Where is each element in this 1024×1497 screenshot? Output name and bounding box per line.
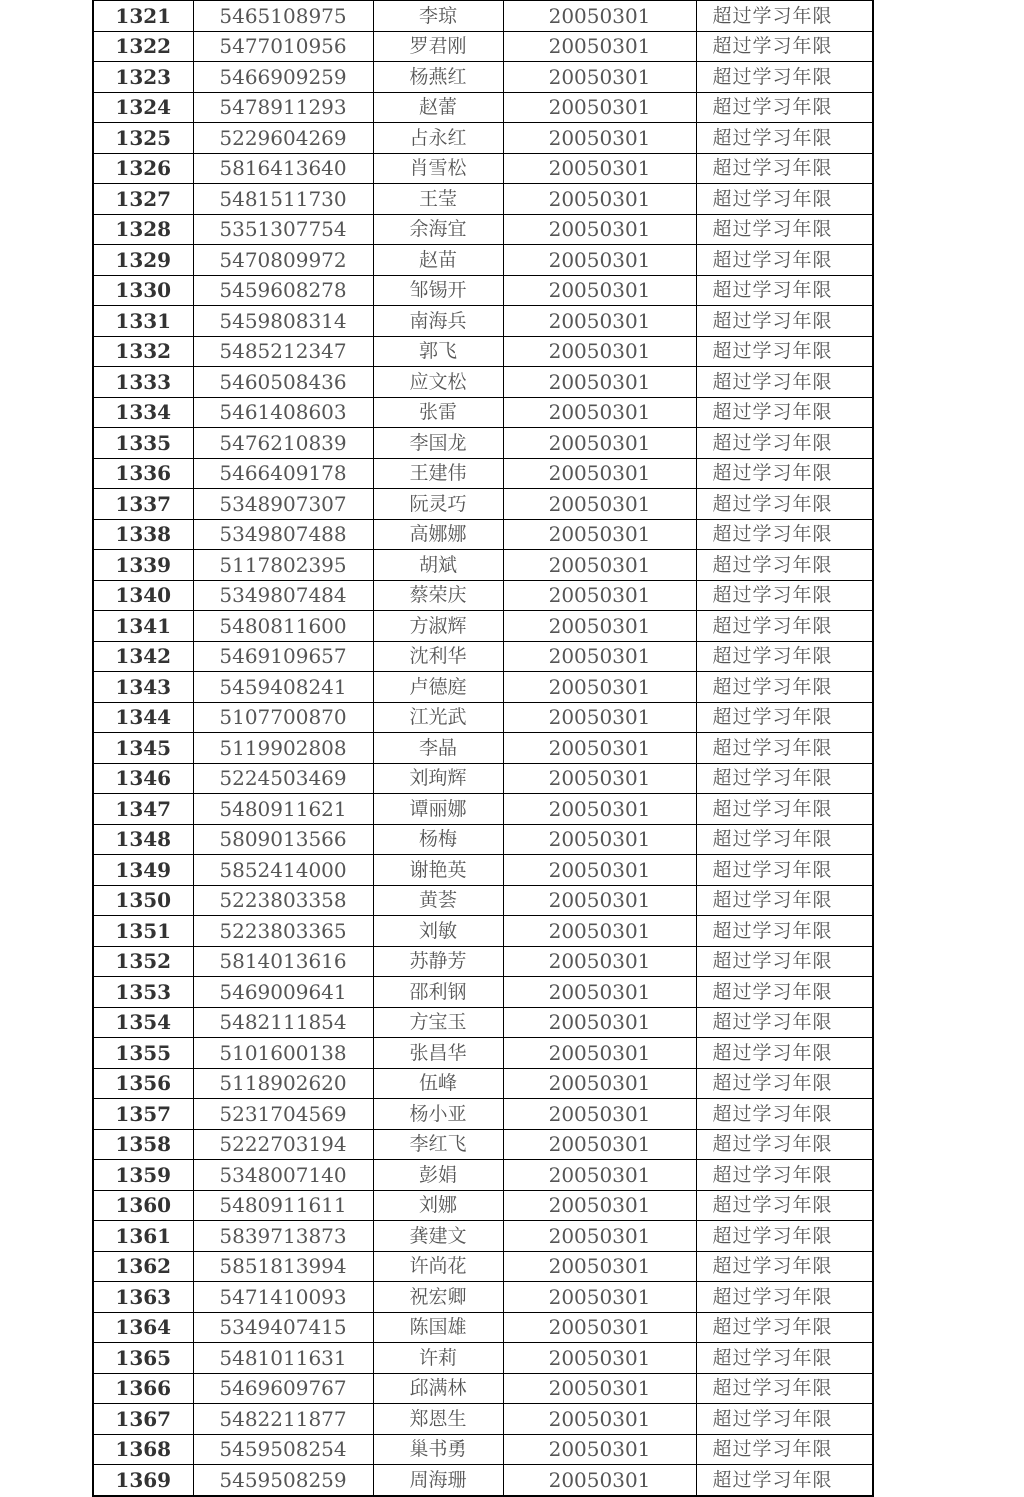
seq-cell: 1362 bbox=[93, 1251, 193, 1282]
student-id-cell: 5459408241 bbox=[193, 672, 373, 703]
date-cell: 20050301 bbox=[503, 1434, 696, 1465]
student-id-cell: 5107700870 bbox=[193, 702, 373, 733]
seq-cell: 1339 bbox=[93, 550, 193, 581]
seq-cell: 1367 bbox=[93, 1404, 193, 1435]
date-cell: 20050301 bbox=[503, 184, 696, 215]
seq-cell: 1337 bbox=[93, 489, 193, 520]
seq-cell: 1325 bbox=[93, 123, 193, 154]
table-row bbox=[93, 824, 873, 855]
table-row bbox=[93, 92, 873, 123]
student-name-cell: 李红飞 bbox=[373, 1129, 503, 1160]
reason-cell: 超过学习年限 bbox=[696, 1190, 873, 1221]
table-row bbox=[93, 1038, 873, 1069]
table-row bbox=[93, 1312, 873, 1343]
student-name-cell: 占永红 bbox=[373, 123, 503, 154]
table-row bbox=[93, 489, 873, 520]
seq-cell: 1341 bbox=[93, 611, 193, 642]
seq-cell: 1327 bbox=[93, 184, 193, 215]
student-name-cell: 江光武 bbox=[373, 702, 503, 733]
table-row bbox=[93, 428, 873, 459]
student-id-cell: 5476210839 bbox=[193, 428, 373, 459]
table-row bbox=[93, 611, 873, 642]
seq-cell: 1340 bbox=[93, 580, 193, 611]
seq-cell: 1336 bbox=[93, 458, 193, 489]
seq-cell: 1348 bbox=[93, 824, 193, 855]
reason-cell: 超过学习年限 bbox=[696, 519, 873, 550]
student-name-cell: 彭娟 bbox=[373, 1160, 503, 1191]
seq-cell: 1368 bbox=[93, 1434, 193, 1465]
date-cell: 20050301 bbox=[503, 1129, 696, 1160]
date-cell: 20050301 bbox=[503, 1160, 696, 1191]
reason-cell: 超过学习年限 bbox=[696, 1068, 873, 1099]
student-id-cell: 5351307754 bbox=[193, 214, 373, 245]
date-cell: 20050301 bbox=[503, 1099, 696, 1130]
reason-cell: 超过学习年限 bbox=[696, 1160, 873, 1191]
student-id-cell: 5839713873 bbox=[193, 1221, 373, 1252]
seq-cell: 1353 bbox=[93, 977, 193, 1008]
seq-cell: 1332 bbox=[93, 336, 193, 367]
student-id-cell: 5459608278 bbox=[193, 275, 373, 306]
student-id-cell: 5471410093 bbox=[193, 1282, 373, 1313]
seq-cell: 1345 bbox=[93, 733, 193, 764]
table-row bbox=[93, 916, 873, 947]
table-row bbox=[93, 1221, 873, 1252]
reason-cell: 超过学习年限 bbox=[696, 31, 873, 62]
table-row bbox=[93, 946, 873, 977]
reason-cell: 超过学习年限 bbox=[696, 1434, 873, 1465]
seq-cell: 1344 bbox=[93, 702, 193, 733]
student-id-cell: 5117802395 bbox=[193, 550, 373, 581]
student-name-cell: 杨小亚 bbox=[373, 1099, 503, 1130]
table-row bbox=[93, 519, 873, 550]
student-id-cell: 5485212347 bbox=[193, 336, 373, 367]
reason-cell: 超过学习年限 bbox=[696, 1404, 873, 1435]
table-row bbox=[93, 367, 873, 398]
date-cell: 20050301 bbox=[503, 1251, 696, 1282]
student-name-cell: 陈国雄 bbox=[373, 1312, 503, 1343]
student-name-cell: 蔡荣庆 bbox=[373, 580, 503, 611]
table-row bbox=[93, 1129, 873, 1160]
table-row bbox=[93, 1343, 873, 1374]
seq-cell: 1328 bbox=[93, 214, 193, 245]
date-cell: 20050301 bbox=[503, 916, 696, 947]
table-row bbox=[93, 214, 873, 245]
reason-cell: 超过学习年限 bbox=[696, 1099, 873, 1130]
date-cell: 20050301 bbox=[503, 733, 696, 764]
student-name-cell: 郑恩生 bbox=[373, 1404, 503, 1435]
student-id-cell: 5349407415 bbox=[193, 1312, 373, 1343]
date-cell: 20050301 bbox=[503, 1343, 696, 1374]
date-cell: 20050301 bbox=[503, 1282, 696, 1313]
student-name-cell: 张昌华 bbox=[373, 1038, 503, 1069]
date-cell: 20050301 bbox=[503, 1007, 696, 1038]
seq-cell: 1350 bbox=[93, 885, 193, 916]
table-row bbox=[93, 306, 873, 337]
student-name-cell: 巢书勇 bbox=[373, 1434, 503, 1465]
student-name-cell: 李晶 bbox=[373, 733, 503, 764]
seq-cell: 1334 bbox=[93, 397, 193, 428]
student-name-cell: 杨梅 bbox=[373, 824, 503, 855]
date-cell: 20050301 bbox=[503, 1038, 696, 1069]
date-cell: 20050301 bbox=[503, 428, 696, 459]
seq-cell: 1330 bbox=[93, 275, 193, 306]
student-roster-table bbox=[92, 0, 874, 1497]
student-name-cell: 南海兵 bbox=[373, 306, 503, 337]
student-id-cell: 5459508259 bbox=[193, 1465, 373, 1496]
reason-cell: 超过学习年限 bbox=[696, 184, 873, 215]
reason-cell: 超过学习年限 bbox=[696, 1282, 873, 1313]
reason-cell: 超过学习年限 bbox=[696, 1251, 873, 1282]
student-name-cell: 周海珊 bbox=[373, 1465, 503, 1496]
student-id-cell: 5470809972 bbox=[193, 245, 373, 276]
seq-cell: 1323 bbox=[93, 62, 193, 93]
date-cell: 20050301 bbox=[503, 1068, 696, 1099]
date-cell: 20050301 bbox=[503, 1373, 696, 1404]
reason-cell: 超过学习年限 bbox=[696, 1312, 873, 1343]
reason-cell: 超过学习年限 bbox=[696, 489, 873, 520]
reason-cell: 超过学习年限 bbox=[696, 672, 873, 703]
table-row bbox=[93, 733, 873, 764]
student-id-cell: 5480911611 bbox=[193, 1190, 373, 1221]
table-row bbox=[93, 458, 873, 489]
table-row bbox=[93, 794, 873, 825]
student-id-cell: 5348907307 bbox=[193, 489, 373, 520]
date-cell: 20050301 bbox=[503, 306, 696, 337]
table-row bbox=[93, 1251, 873, 1282]
date-cell: 20050301 bbox=[503, 31, 696, 62]
student-id-cell: 5459808314 bbox=[193, 306, 373, 337]
table-row bbox=[93, 184, 873, 215]
reason-cell: 超过学习年限 bbox=[696, 855, 873, 886]
student-id-cell: 5460508436 bbox=[193, 367, 373, 398]
student-name-cell: 邵利钢 bbox=[373, 977, 503, 1008]
table-row bbox=[93, 1190, 873, 1221]
student-name-cell: 苏静芳 bbox=[373, 946, 503, 977]
table-row bbox=[93, 702, 873, 733]
student-name-cell: 方宝玉 bbox=[373, 1007, 503, 1038]
reason-cell: 超过学习年限 bbox=[696, 550, 873, 581]
seq-cell: 1358 bbox=[93, 1129, 193, 1160]
student-name-cell: 刘敏 bbox=[373, 916, 503, 947]
seq-cell: 1360 bbox=[93, 1190, 193, 1221]
student-name-cell: 黄荟 bbox=[373, 885, 503, 916]
student-name-cell: 张雷 bbox=[373, 397, 503, 428]
student-name-cell: 许尚花 bbox=[373, 1251, 503, 1282]
date-cell: 20050301 bbox=[503, 641, 696, 672]
student-id-cell: 5481511730 bbox=[193, 184, 373, 215]
student-id-cell: 5459508254 bbox=[193, 1434, 373, 1465]
reason-cell: 超过学习年限 bbox=[696, 611, 873, 642]
seq-cell: 1369 bbox=[93, 1465, 193, 1496]
student-id-cell: 5480811600 bbox=[193, 611, 373, 642]
student-id-cell: 5469009641 bbox=[193, 977, 373, 1008]
student-id-cell: 5119902808 bbox=[193, 733, 373, 764]
table-row bbox=[93, 62, 873, 93]
date-cell: 20050301 bbox=[503, 489, 696, 520]
reason-cell: 超过学习年限 bbox=[696, 824, 873, 855]
seq-cell: 1346 bbox=[93, 763, 193, 794]
reason-cell: 超过学习年限 bbox=[696, 885, 873, 916]
seq-cell: 1326 bbox=[93, 153, 193, 184]
table-row bbox=[93, 641, 873, 672]
seq-cell: 1347 bbox=[93, 794, 193, 825]
student-name-cell: 方淑辉 bbox=[373, 611, 503, 642]
table-row bbox=[93, 31, 873, 62]
reason-cell: 超过学习年限 bbox=[696, 580, 873, 611]
reason-cell: 超过学习年限 bbox=[696, 214, 873, 245]
date-cell: 20050301 bbox=[503, 1190, 696, 1221]
table-row bbox=[93, 153, 873, 184]
date-cell: 20050301 bbox=[503, 977, 696, 1008]
student-id-cell: 5469609767 bbox=[193, 1373, 373, 1404]
date-cell: 20050301 bbox=[503, 611, 696, 642]
table-row bbox=[93, 1404, 873, 1435]
student-name-cell: 谢艳英 bbox=[373, 855, 503, 886]
date-cell: 20050301 bbox=[503, 763, 696, 794]
date-cell: 20050301 bbox=[503, 62, 696, 93]
student-name-cell: 赵苗 bbox=[373, 245, 503, 276]
table-row bbox=[93, 1, 873, 32]
seq-cell: 1357 bbox=[93, 1099, 193, 1130]
seq-cell: 1355 bbox=[93, 1038, 193, 1069]
student-name-cell: 赵蕾 bbox=[373, 92, 503, 123]
date-cell: 20050301 bbox=[503, 397, 696, 428]
student-id-cell: 5852414000 bbox=[193, 855, 373, 886]
reason-cell: 超过学习年限 bbox=[696, 245, 873, 276]
reason-cell: 超过学习年限 bbox=[696, 1343, 873, 1374]
table-row bbox=[93, 1160, 873, 1191]
reason-cell: 超过学习年限 bbox=[696, 458, 873, 489]
student-id-cell: 5229604269 bbox=[193, 123, 373, 154]
date-cell: 20050301 bbox=[503, 855, 696, 886]
table-row bbox=[93, 550, 873, 581]
table-row bbox=[93, 1099, 873, 1130]
reason-cell: 超过学习年限 bbox=[696, 946, 873, 977]
roster-body bbox=[93, 1, 873, 1496]
reason-cell: 超过学习年限 bbox=[696, 763, 873, 794]
student-id-cell: 5469109657 bbox=[193, 641, 373, 672]
student-name-cell: 刘珣辉 bbox=[373, 763, 503, 794]
student-id-cell: 5851813994 bbox=[193, 1251, 373, 1282]
student-id-cell: 5477010956 bbox=[193, 31, 373, 62]
reason-cell: 超过学习年限 bbox=[696, 367, 873, 398]
date-cell: 20050301 bbox=[503, 1312, 696, 1343]
student-id-cell: 5816413640 bbox=[193, 153, 373, 184]
table-row bbox=[93, 580, 873, 611]
reason-cell: 超过学习年限 bbox=[696, 275, 873, 306]
table-row bbox=[93, 336, 873, 367]
student-name-cell: 李国龙 bbox=[373, 428, 503, 459]
table-row bbox=[93, 977, 873, 1008]
student-name-cell: 胡斌 bbox=[373, 550, 503, 581]
student-name-cell: 王建伟 bbox=[373, 458, 503, 489]
student-name-cell: 邹锡开 bbox=[373, 275, 503, 306]
table-row bbox=[93, 763, 873, 794]
seq-cell: 1366 bbox=[93, 1373, 193, 1404]
table-row bbox=[93, 275, 873, 306]
student-id-cell: 5222703194 bbox=[193, 1129, 373, 1160]
student-name-cell: 谭丽娜 bbox=[373, 794, 503, 825]
student-id-cell: 5814013616 bbox=[193, 946, 373, 977]
seq-cell: 1361 bbox=[93, 1221, 193, 1252]
date-cell: 20050301 bbox=[503, 92, 696, 123]
student-id-cell: 5349807484 bbox=[193, 580, 373, 611]
table-row bbox=[93, 855, 873, 886]
table-row bbox=[93, 672, 873, 703]
student-id-cell: 5223803365 bbox=[193, 916, 373, 947]
student-name-cell: 龚建文 bbox=[373, 1221, 503, 1252]
seq-cell: 1335 bbox=[93, 428, 193, 459]
seq-cell: 1331 bbox=[93, 306, 193, 337]
reason-cell: 超过学习年限 bbox=[696, 1221, 873, 1252]
student-id-cell: 5481011631 bbox=[193, 1343, 373, 1374]
seq-cell: 1364 bbox=[93, 1312, 193, 1343]
table-row bbox=[93, 397, 873, 428]
student-name-cell: 李琼 bbox=[373, 1, 503, 32]
student-id-cell: 5480911621 bbox=[193, 794, 373, 825]
table-row bbox=[93, 1373, 873, 1404]
reason-cell: 超过学习年限 bbox=[696, 1007, 873, 1038]
student-name-cell: 许莉 bbox=[373, 1343, 503, 1374]
date-cell: 20050301 bbox=[503, 214, 696, 245]
student-id-cell: 5465108975 bbox=[193, 1, 373, 32]
date-cell: 20050301 bbox=[503, 824, 696, 855]
student-id-cell: 5231704569 bbox=[193, 1099, 373, 1130]
seq-cell: 1365 bbox=[93, 1343, 193, 1374]
student-id-cell: 5466409178 bbox=[193, 458, 373, 489]
date-cell: 20050301 bbox=[503, 458, 696, 489]
reason-cell: 超过学习年限 bbox=[696, 92, 873, 123]
seq-cell: 1349 bbox=[93, 855, 193, 886]
date-cell: 20050301 bbox=[503, 336, 696, 367]
table-row bbox=[93, 1434, 873, 1465]
reason-cell: 超过学习年限 bbox=[696, 1465, 873, 1496]
date-cell: 20050301 bbox=[503, 123, 696, 154]
student-name-cell: 邱满林 bbox=[373, 1373, 503, 1404]
table-row bbox=[93, 245, 873, 276]
seq-cell: 1321 bbox=[93, 1, 193, 32]
reason-cell: 超过学习年限 bbox=[696, 794, 873, 825]
student-name-cell: 王莹 bbox=[373, 184, 503, 215]
student-name-cell: 祝宏卿 bbox=[373, 1282, 503, 1313]
student-id-cell: 5461408603 bbox=[193, 397, 373, 428]
reason-cell: 超过学习年限 bbox=[696, 397, 873, 428]
student-id-cell: 5466909259 bbox=[193, 62, 373, 93]
date-cell: 20050301 bbox=[503, 153, 696, 184]
table-row bbox=[93, 885, 873, 916]
date-cell: 20050301 bbox=[503, 794, 696, 825]
student-name-cell: 阮灵巧 bbox=[373, 489, 503, 520]
reason-cell: 超过学习年限 bbox=[696, 153, 873, 184]
seq-cell: 1363 bbox=[93, 1282, 193, 1313]
seq-cell: 1351 bbox=[93, 916, 193, 947]
reason-cell: 超过学习年限 bbox=[696, 306, 873, 337]
reason-cell: 超过学习年限 bbox=[696, 702, 873, 733]
reason-cell: 超过学习年限 bbox=[696, 428, 873, 459]
seq-cell: 1342 bbox=[93, 641, 193, 672]
student-id-cell: 5348007140 bbox=[193, 1160, 373, 1191]
student-name-cell: 罗君刚 bbox=[373, 31, 503, 62]
reason-cell: 超过学习年限 bbox=[696, 123, 873, 154]
reason-cell: 超过学习年限 bbox=[696, 1373, 873, 1404]
date-cell: 20050301 bbox=[503, 702, 696, 733]
student-id-cell: 5482111854 bbox=[193, 1007, 373, 1038]
seq-cell: 1322 bbox=[93, 31, 193, 62]
table-row bbox=[93, 123, 873, 154]
date-cell: 20050301 bbox=[503, 519, 696, 550]
seq-cell: 1338 bbox=[93, 519, 193, 550]
date-cell: 20050301 bbox=[503, 550, 696, 581]
student-id-cell: 5478911293 bbox=[193, 92, 373, 123]
date-cell: 20050301 bbox=[503, 1465, 696, 1496]
date-cell: 20050301 bbox=[503, 672, 696, 703]
date-cell: 20050301 bbox=[503, 1, 696, 32]
student-name-cell: 余海宜 bbox=[373, 214, 503, 245]
reason-cell: 超过学习年限 bbox=[696, 733, 873, 764]
reason-cell: 超过学习年限 bbox=[696, 1038, 873, 1069]
reason-cell: 超过学习年限 bbox=[696, 977, 873, 1008]
student-name-cell: 郭飞 bbox=[373, 336, 503, 367]
student-id-cell: 5349807488 bbox=[193, 519, 373, 550]
seq-cell: 1324 bbox=[93, 92, 193, 123]
table-row bbox=[93, 1465, 873, 1496]
table-row bbox=[93, 1007, 873, 1038]
date-cell: 20050301 bbox=[503, 580, 696, 611]
student-name-cell: 卢德庭 bbox=[373, 672, 503, 703]
table-row bbox=[93, 1282, 873, 1313]
reason-cell: 超过学习年限 bbox=[696, 1, 873, 32]
student-id-cell: 5223803358 bbox=[193, 885, 373, 916]
student-name-cell: 杨燕红 bbox=[373, 62, 503, 93]
seq-cell: 1352 bbox=[93, 946, 193, 977]
student-id-cell: 5101600138 bbox=[193, 1038, 373, 1069]
student-name-cell: 刘娜 bbox=[373, 1190, 503, 1221]
seq-cell: 1333 bbox=[93, 367, 193, 398]
date-cell: 20050301 bbox=[503, 1404, 696, 1435]
student-name-cell: 肖雪松 bbox=[373, 153, 503, 184]
seq-cell: 1356 bbox=[93, 1068, 193, 1099]
reason-cell: 超过学习年限 bbox=[696, 916, 873, 947]
reason-cell: 超过学习年限 bbox=[696, 62, 873, 93]
student-id-cell: 5118902620 bbox=[193, 1068, 373, 1099]
student-name-cell: 应文松 bbox=[373, 367, 503, 398]
student-name-cell: 高娜娜 bbox=[373, 519, 503, 550]
student-id-cell: 5224503469 bbox=[193, 763, 373, 794]
student-name-cell: 伍峰 bbox=[373, 1068, 503, 1099]
table-row bbox=[93, 1068, 873, 1099]
student-id-cell: 5809013566 bbox=[193, 824, 373, 855]
student-name-cell: 沈利华 bbox=[373, 641, 503, 672]
seq-cell: 1343 bbox=[93, 672, 193, 703]
seq-cell: 1359 bbox=[93, 1160, 193, 1191]
date-cell: 20050301 bbox=[503, 1221, 696, 1252]
seq-cell: 1329 bbox=[93, 245, 193, 276]
seq-cell: 1354 bbox=[93, 1007, 193, 1038]
date-cell: 20050301 bbox=[503, 367, 696, 398]
date-cell: 20050301 bbox=[503, 275, 696, 306]
reason-cell: 超过学习年限 bbox=[696, 1129, 873, 1160]
date-cell: 20050301 bbox=[503, 245, 696, 276]
date-cell: 20050301 bbox=[503, 946, 696, 977]
reason-cell: 超过学习年限 bbox=[696, 336, 873, 367]
date-cell: 20050301 bbox=[503, 885, 696, 916]
reason-cell: 超过学习年限 bbox=[696, 641, 873, 672]
student-id-cell: 5482211877 bbox=[193, 1404, 373, 1435]
